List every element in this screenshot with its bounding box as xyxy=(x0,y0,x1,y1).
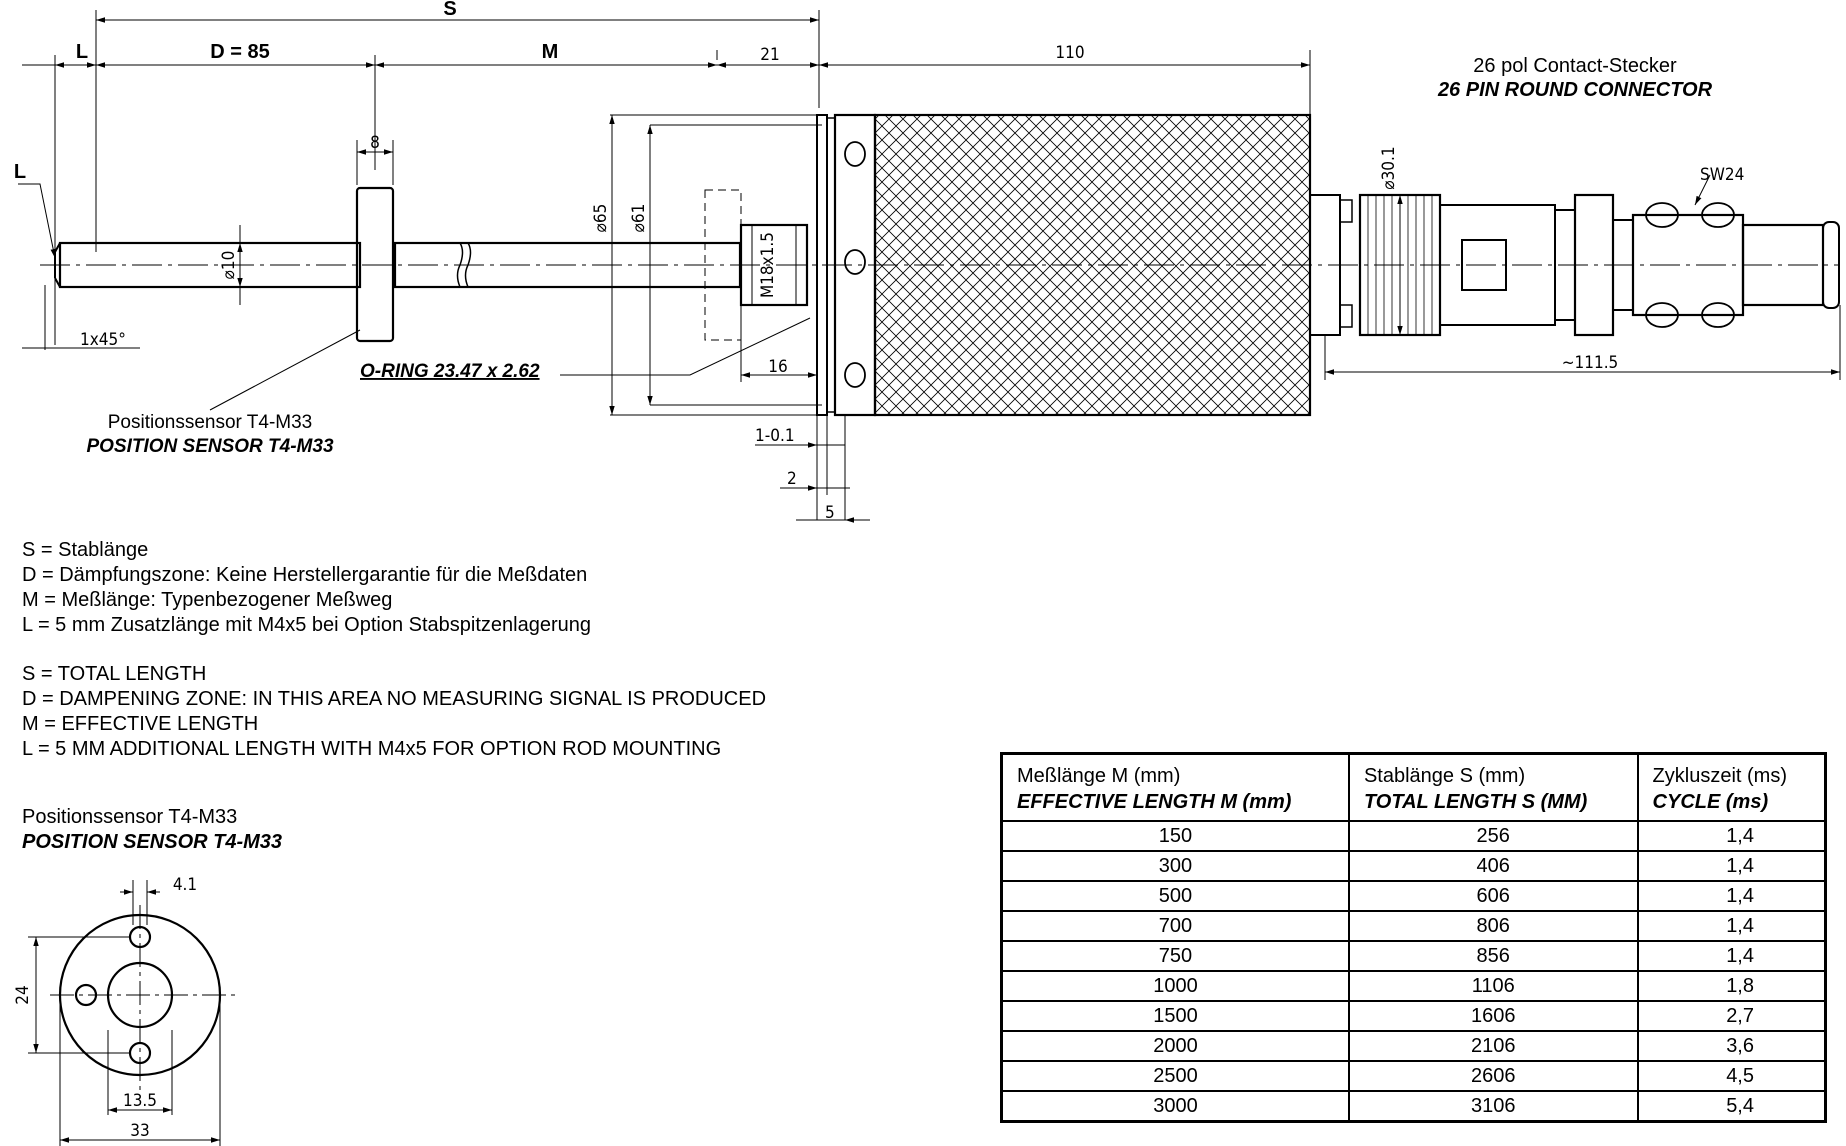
table-row: 500 606 1,4 xyxy=(1002,881,1826,911)
table-row: 300 406 1,4 xyxy=(1002,851,1826,881)
dim-l-top: L xyxy=(75,41,89,63)
note-line: S = Stablänge xyxy=(22,539,149,561)
dim-111: ~111.5 xyxy=(1561,353,1619,373)
header-total-length: Stablänge S (mm) TOTAL LENGTH S (MM) xyxy=(1349,754,1638,822)
dim-d10: ⌀10 xyxy=(219,250,239,280)
connector-label-en: 26 PIN ROUND CONNECTOR xyxy=(1437,79,1713,101)
table-row: 2000 2106 3,6 xyxy=(1002,1031,1826,1061)
note-line: M = Meßlänge: Typenbezogener Meßweg xyxy=(22,589,393,611)
dim-33: 33 xyxy=(130,1121,150,1141)
connector-label-de: 26 pol Contact-Stecker xyxy=(1473,55,1677,77)
dim-4-1: 4.1 xyxy=(172,875,198,895)
table-row: 750 856 1,4 xyxy=(1002,941,1826,971)
flange-title-de: Positionssensor T4-M33 xyxy=(22,806,238,828)
dim-d65: ⌀65 xyxy=(591,203,611,233)
dim-d30: ⌀30.1 xyxy=(1379,146,1399,190)
dim-m: M xyxy=(541,41,559,63)
note-line: L = 5 mm Zusatzlänge mit M4x5 bei Option Stabspitzenlagerung xyxy=(22,614,592,636)
dim-sw24: SW24 xyxy=(1700,165,1745,185)
dim-tol: 1-0.1 xyxy=(755,426,795,446)
table-row: 150 256 1,4 xyxy=(1002,821,1826,851)
dim-l-side: L xyxy=(13,161,27,183)
table-row: 700 806 1,4 xyxy=(1002,911,1826,941)
oring-label: O-RING 23.47 x 2.62 xyxy=(360,361,540,382)
table-header-row xyxy=(1002,754,1826,822)
sensor-label-de: Positionssensor T4-M33 xyxy=(107,412,313,433)
dim-8: 8 xyxy=(370,133,380,153)
flange-title-en: POSITION SENSOR T4-M33 xyxy=(22,831,283,853)
table-row: 1000 1106 1,8 xyxy=(1002,971,1826,1001)
notes-german xyxy=(22,538,591,638)
note-line: D = Dämpfungszone: Keine Herstellergarantie für die Meßdaten xyxy=(22,564,588,586)
dim-24: 24 xyxy=(13,985,33,1005)
header-measuring-length: Meßlänge M (mm) EFFECTIVE LENGTH M (mm) xyxy=(1002,754,1349,822)
dim-d61: ⌀61 xyxy=(629,203,649,233)
table-row: 1500 1606 2,7 xyxy=(1002,1001,1826,1031)
table-row: 2500 2606 4,5 xyxy=(1002,1061,1826,1091)
header-cycle-time: Zykluszeit (ms) CYCLE (ms) xyxy=(1638,754,1826,822)
dim-s: S xyxy=(443,0,457,20)
note-line: M = EFFECTIVE LENGTH xyxy=(22,713,259,735)
dim-2: 2 xyxy=(787,469,797,489)
dim-21: 21 xyxy=(760,45,780,65)
dim-16: 16 xyxy=(768,357,788,377)
dim-m18: M18x1.5 xyxy=(758,231,778,299)
dim-d: D = 85 xyxy=(210,41,270,63)
dim-110: 110 xyxy=(1055,43,1085,63)
length-table xyxy=(1000,752,1827,1123)
dim-chamfer: 1x45° xyxy=(80,330,126,350)
dim-13-5: 13.5 xyxy=(122,1091,158,1111)
notes-english xyxy=(22,662,766,762)
sensor-label-en: POSITION SENSOR T4-M33 xyxy=(86,436,334,457)
note-line: L = 5 MM ADDITIONAL LENGTH WITH M4x5 FOR OPTION ROD MOUNTING xyxy=(22,738,722,760)
note-line: S = TOTAL LENGTH xyxy=(22,663,207,685)
flange-view-title xyxy=(22,805,282,855)
note-line: D = DAMPENING ZONE: IN THIS AREA NO MEASURING SIGNAL IS PRODUCED xyxy=(22,688,767,710)
table-row: 3000 3106 5,4 xyxy=(1002,1091,1826,1122)
dim-5: 5 xyxy=(825,503,835,523)
